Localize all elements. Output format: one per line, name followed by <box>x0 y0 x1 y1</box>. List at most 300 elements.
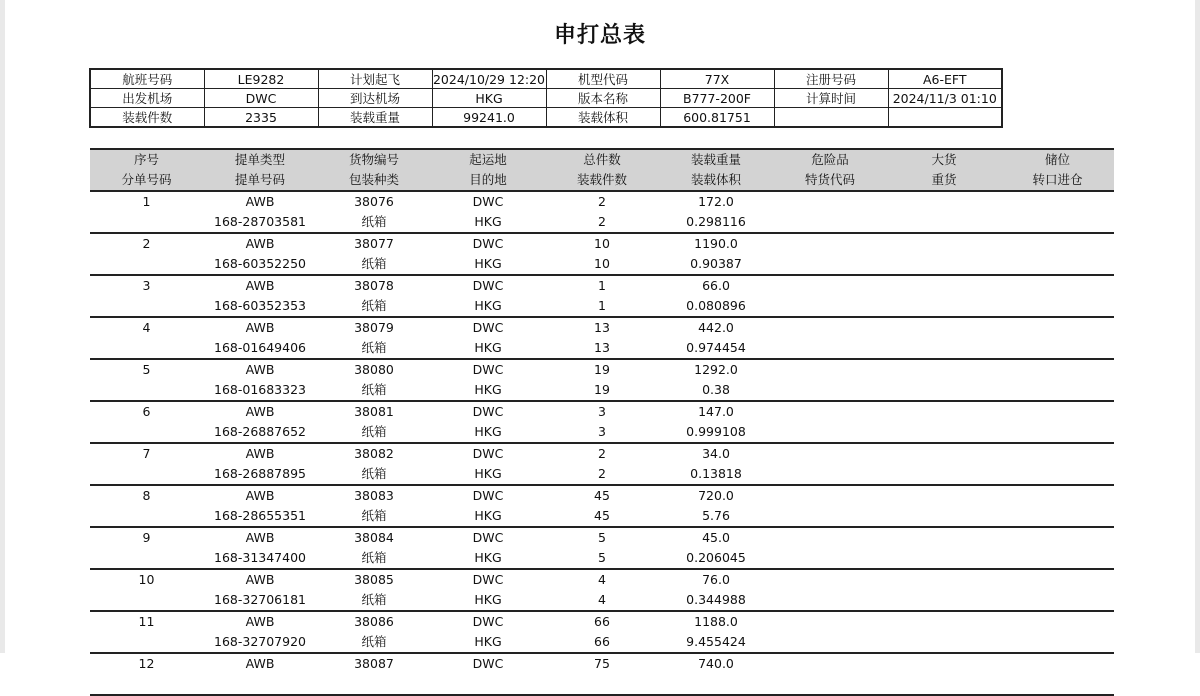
cell-empty <box>773 254 887 274</box>
cell-weight: 1190.0 <box>694 236 738 251</box>
cell-empty <box>1001 444 1114 464</box>
cell-volume: 0.206045 <box>686 550 746 565</box>
info-value: LE9282 <box>204 69 318 89</box>
cell-empty <box>773 464 887 484</box>
cell-cargo-no: 38084 <box>354 530 394 545</box>
info-label: 到达机场 <box>318 89 432 108</box>
cell-pack: 纸箱 <box>361 340 387 355</box>
cell-awb: 168-31347400 <box>214 550 306 565</box>
table-row <box>90 612 1114 654</box>
cell-volume: 0.974454 <box>686 340 746 355</box>
cell-seq: 8 <box>142 488 151 503</box>
cell-seq: 12 <box>138 656 155 671</box>
cell-empty <box>887 486 1001 506</box>
cell-empty <box>773 528 887 548</box>
table-row <box>90 570 1114 612</box>
row-line <box>90 318 1114 338</box>
cell-cargo-no: 38079 <box>354 320 394 335</box>
page-right-margin <box>1195 0 1200 653</box>
cell-empty <box>887 654 1001 674</box>
cell-empty <box>887 674 1001 694</box>
cell-empty <box>90 338 203 358</box>
cell-empty <box>887 192 1001 212</box>
cell-cargo-no: 38086 <box>354 614 394 629</box>
cell-load-pcs: 1 <box>598 298 606 313</box>
info-value: A6-EFT <box>888 69 1002 89</box>
cell-empty <box>887 590 1001 610</box>
cell-cargo-no: 38083 <box>354 488 394 503</box>
cell-origin: DWC <box>472 236 504 251</box>
cell-weight: 172.0 <box>698 194 734 209</box>
cell-empty <box>887 570 1001 590</box>
info-label: 出发机场 <box>90 89 204 108</box>
cell-type: AWB <box>245 656 275 671</box>
cell-empty <box>1001 528 1114 548</box>
cell-empty <box>773 234 887 254</box>
cell-empty <box>1001 234 1114 254</box>
cell-origin: DWC <box>472 278 504 293</box>
cell-pack: 纸箱 <box>361 466 387 481</box>
cell-empty <box>1001 360 1114 380</box>
cell-empty <box>90 464 203 484</box>
cell-origin: DWC <box>472 530 504 545</box>
flight-info-table <box>89 68 1003 128</box>
cell-empty <box>887 506 1001 526</box>
cell-empty <box>887 296 1001 316</box>
cell-load-pcs: 13 <box>594 340 610 355</box>
column-header: 装载体积 <box>690 172 741 187</box>
cell-origin: DWC <box>472 572 504 587</box>
cell-cargo-no: 38081 <box>354 404 394 419</box>
cell-weight: 45.0 <box>702 530 730 545</box>
cell-awb: 168-01649406 <box>214 340 306 355</box>
cargo-table-header <box>90 148 1114 192</box>
info-value: 77X <box>660 69 774 89</box>
cell-empty <box>773 276 887 296</box>
cell-empty <box>1001 380 1114 400</box>
cell-cargo-no: 38077 <box>354 236 394 251</box>
table-row <box>90 444 1114 486</box>
cell-empty <box>773 338 887 358</box>
column-header: 储位 <box>1044 152 1070 167</box>
page-left-margin <box>0 0 5 653</box>
cell-empty <box>90 422 203 442</box>
info-label: 装载重量 <box>318 108 432 128</box>
cell-empty <box>887 318 1001 338</box>
cell-volume <box>659 674 773 694</box>
cell-empty <box>1001 486 1114 506</box>
row-line <box>90 444 1114 464</box>
cell-pack: 纸箱 <box>361 508 387 523</box>
column-header: 装载重量 <box>690 152 741 167</box>
cell-cargo-no: 38080 <box>354 362 394 377</box>
cell-origin: DWC <box>472 446 504 461</box>
cell-weight: 147.0 <box>698 404 734 419</box>
cell-total-pcs: 10 <box>594 236 610 251</box>
row-line <box>90 234 1114 254</box>
info-label: 注册号码 <box>774 69 888 89</box>
header-line-1 <box>90 150 1114 170</box>
cell-empty <box>90 632 203 652</box>
cell-type: AWB <box>245 614 275 629</box>
cell-cargo-no: 38085 <box>354 572 394 587</box>
info-label: 计划起飞 <box>318 69 432 89</box>
cell-volume: 0.999108 <box>686 424 746 439</box>
cell-empty <box>887 212 1001 232</box>
column-header: 目的地 <box>469 172 507 187</box>
info-value: HKG <box>432 89 546 108</box>
row-line <box>90 276 1114 296</box>
cell-type: AWB <box>245 404 275 419</box>
cell-load-pcs: 2 <box>598 214 606 229</box>
column-header: 提单类型 <box>234 152 285 167</box>
column-header: 分单号码 <box>121 172 172 187</box>
cell-empty <box>1001 464 1114 484</box>
cell-origin: DWC <box>472 404 504 419</box>
cell-cargo-no: 38082 <box>354 446 394 461</box>
cell-type: AWB <box>245 530 275 545</box>
info-value: 2335 <box>204 108 318 128</box>
cell-weight: 442.0 <box>698 320 734 335</box>
cell-dest: HKG <box>474 340 502 355</box>
row-line <box>90 570 1114 590</box>
cell-total-pcs: 1 <box>598 278 606 293</box>
cell-seq: 7 <box>142 446 151 461</box>
cell-weight: 34.0 <box>702 446 730 461</box>
cell-empty <box>1001 212 1114 232</box>
cell-volume: 0.298116 <box>686 214 746 229</box>
table-row <box>90 528 1114 570</box>
info-label <box>774 108 888 128</box>
cell-type: AWB <box>245 194 275 209</box>
row-line <box>90 212 1114 232</box>
cell-total-pcs: 2 <box>598 446 606 461</box>
cell-empty <box>887 276 1001 296</box>
cell-empty <box>1001 506 1114 526</box>
row-line <box>90 296 1114 316</box>
cell-type: AWB <box>245 446 275 461</box>
cell-empty <box>887 528 1001 548</box>
table-row <box>90 360 1114 402</box>
cell-empty <box>773 612 887 632</box>
column-header: 重货 <box>931 172 957 187</box>
row-line <box>90 612 1114 632</box>
row-line <box>90 380 1114 400</box>
cell-weight: 1292.0 <box>694 362 738 377</box>
document-title: 申打总表 <box>553 23 646 48</box>
cell-volume: 5.76 <box>702 508 730 523</box>
cell-empty <box>773 506 887 526</box>
table-row <box>90 276 1114 318</box>
cell-empty <box>773 422 887 442</box>
cell-load-pcs: 2 <box>598 466 606 481</box>
cell-dest: HKG <box>474 298 502 313</box>
cell-seq: 3 <box>142 278 151 293</box>
cell-total-pcs: 3 <box>598 404 606 419</box>
cell-empty <box>1001 338 1114 358</box>
cell-empty <box>90 674 203 694</box>
cell-origin: DWC <box>472 362 504 377</box>
cell-origin: DWC <box>472 614 504 629</box>
cell-load-pcs <box>545 674 659 694</box>
cell-dest: HKG <box>474 634 502 649</box>
cell-dest: HKG <box>474 214 502 229</box>
info-row <box>90 108 1002 128</box>
row-line <box>90 360 1114 380</box>
info-label: 计算时间 <box>774 89 888 108</box>
cell-seq: 1 <box>142 194 151 209</box>
cell-seq: 2 <box>142 236 151 251</box>
cell-pack: 纸箱 <box>361 256 387 271</box>
table-row <box>90 192 1114 234</box>
cell-type: AWB <box>245 488 275 503</box>
cell-empty <box>773 444 887 464</box>
cell-origin: DWC <box>472 656 504 671</box>
cell-empty <box>1001 192 1114 212</box>
cell-seq: 6 <box>142 404 151 419</box>
cell-empty <box>1001 674 1114 694</box>
cell-empty <box>887 632 1001 652</box>
cell-pack: 纸箱 <box>361 634 387 649</box>
cell-load-pcs: 3 <box>598 424 606 439</box>
cell-pack: 纸箱 <box>361 214 387 229</box>
cell-empty <box>90 590 203 610</box>
table-row <box>90 318 1114 360</box>
cell-empty <box>90 380 203 400</box>
cell-type: AWB <box>245 320 275 335</box>
cell-empty <box>773 380 887 400</box>
cell-empty <box>887 464 1001 484</box>
header-line-2 <box>90 170 1114 190</box>
cell-dest: HKG <box>474 508 502 523</box>
cell-seq: 9 <box>142 530 151 545</box>
cell-dest: HKG <box>474 466 502 481</box>
row-line <box>90 192 1114 212</box>
cell-total-pcs: 5 <box>598 530 606 545</box>
row-line <box>90 402 1114 422</box>
column-header: 特货代码 <box>804 172 855 187</box>
cell-empty <box>887 402 1001 422</box>
cell-type: AWB <box>245 362 275 377</box>
cell-empty <box>773 318 887 338</box>
info-value: DWC <box>204 89 318 108</box>
cell-weight: 720.0 <box>698 488 734 503</box>
table-row <box>90 402 1114 444</box>
row-line <box>90 528 1114 548</box>
cell-awb <box>203 674 317 694</box>
info-label: 机型代码 <box>546 69 660 89</box>
cell-type: AWB <box>245 572 275 587</box>
info-label: 航班号码 <box>90 69 204 89</box>
cell-load-pcs: 4 <box>598 592 606 607</box>
cell-dest: HKG <box>474 256 502 271</box>
cell-weight: 1188.0 <box>694 614 738 629</box>
cell-dest <box>431 674 545 694</box>
cell-load-pcs: 66 <box>594 634 610 649</box>
cell-empty <box>773 192 887 212</box>
cell-pack: 纸箱 <box>361 550 387 565</box>
info-row <box>90 89 1002 108</box>
cell-volume: 0.13818 <box>690 466 742 481</box>
column-header: 总件数 <box>583 152 621 167</box>
cell-empty <box>90 506 203 526</box>
cell-origin: DWC <box>472 194 504 209</box>
cell-empty <box>1001 276 1114 296</box>
row-line <box>90 548 1114 568</box>
cell-empty <box>90 212 203 232</box>
cell-seq: 5 <box>142 362 151 377</box>
cell-empty <box>1001 612 1114 632</box>
cell-total-pcs: 13 <box>594 320 610 335</box>
cell-type: AWB <box>245 236 275 251</box>
cell-load-pcs: 5 <box>598 550 606 565</box>
info-value: 600.81751 <box>660 108 774 128</box>
info-value: B777-200F <box>660 89 774 108</box>
cell-origin: DWC <box>472 488 504 503</box>
row-line <box>90 506 1114 526</box>
cell-empty <box>90 296 203 316</box>
column-header: 大货 <box>931 152 957 167</box>
cell-seq: 4 <box>142 320 151 335</box>
column-header: 序号 <box>133 152 159 167</box>
cell-empty <box>773 212 887 232</box>
cell-seq: 11 <box>138 614 155 629</box>
cell-type: AWB <box>245 278 275 293</box>
cell-empty <box>887 254 1001 274</box>
cell-weight: 76.0 <box>702 572 730 587</box>
cell-empty <box>887 338 1001 358</box>
cell-total-pcs: 2 <box>598 194 606 209</box>
info-row <box>90 69 1002 89</box>
cell-total-pcs: 19 <box>594 362 610 377</box>
row-line <box>90 590 1114 610</box>
cell-pack: 纸箱 <box>361 298 387 313</box>
cell-seq: 10 <box>138 572 155 587</box>
cell-weight: 740.0 <box>698 656 734 671</box>
cell-empty <box>1001 318 1114 338</box>
cell-empty <box>887 612 1001 632</box>
info-value: 2024/11/3 01:10 <box>888 89 1002 108</box>
cell-dest: HKG <box>474 424 502 439</box>
column-header: 装载件数 <box>576 172 627 187</box>
info-value: 99241.0 <box>432 108 546 128</box>
cell-awb: 168-32706181 <box>214 592 306 607</box>
cell-awb: 168-60352353 <box>214 298 306 313</box>
table-row <box>90 234 1114 276</box>
cell-load-pcs: 19 <box>594 382 610 397</box>
column-header: 包装种类 <box>348 172 399 187</box>
cell-total-pcs: 66 <box>594 614 610 629</box>
cell-awb: 168-01683323 <box>214 382 306 397</box>
info-label: 装载件数 <box>90 108 204 128</box>
cell-empty <box>773 296 887 316</box>
cell-empty <box>1001 422 1114 442</box>
cell-volume: 0.344988 <box>686 592 746 607</box>
cell-empty <box>887 234 1001 254</box>
row-line <box>90 632 1114 652</box>
cell-pack: 纸箱 <box>361 592 387 607</box>
cell-empty <box>887 360 1001 380</box>
column-header: 转口进仓 <box>1032 172 1083 187</box>
cell-empty <box>1001 402 1114 422</box>
column-header: 提单号码 <box>234 172 285 187</box>
cell-awb: 168-60352250 <box>214 256 306 271</box>
cell-empty <box>1001 296 1114 316</box>
cell-cargo-no: 38076 <box>354 194 394 209</box>
cell-empty <box>773 570 887 590</box>
cell-weight: 66.0 <box>702 278 730 293</box>
cell-awb: 168-28703581 <box>214 214 306 229</box>
cell-volume: 0.90387 <box>690 256 742 271</box>
cell-awb: 168-28655351 <box>214 508 306 523</box>
cell-empty <box>1001 632 1114 652</box>
cargo-table <box>90 148 1114 696</box>
cell-pack: 纸箱 <box>361 424 387 439</box>
row-line <box>90 338 1114 358</box>
column-header: 危险品 <box>811 152 849 167</box>
cell-cargo-no: 38087 <box>354 656 394 671</box>
cell-dest: HKG <box>474 382 502 397</box>
cell-load-pcs: 45 <box>594 508 610 523</box>
row-line <box>90 422 1114 442</box>
row-line <box>90 674 1114 694</box>
cell-empty <box>1001 254 1114 274</box>
cell-pack: 纸箱 <box>361 382 387 397</box>
cell-empty <box>773 590 887 610</box>
cell-empty <box>773 632 887 652</box>
cell-dest: HKG <box>474 592 502 607</box>
cell-empty <box>90 254 203 274</box>
cell-empty <box>887 548 1001 568</box>
cell-total-pcs: 45 <box>594 488 610 503</box>
cell-cargo-no: 38078 <box>354 278 394 293</box>
cell-empty <box>773 360 887 380</box>
table-row <box>90 654 1114 696</box>
row-line <box>90 486 1114 506</box>
cell-empty <box>1001 570 1114 590</box>
info-label: 版本名称 <box>546 89 660 108</box>
cell-empty <box>773 674 887 694</box>
info-value <box>888 108 1002 128</box>
cell-awb: 168-26887652 <box>214 424 306 439</box>
cell-awb: 168-26887895 <box>214 466 306 481</box>
cell-empty <box>773 548 887 568</box>
cell-empty <box>90 548 203 568</box>
cell-total-pcs: 4 <box>598 572 606 587</box>
cell-empty <box>887 380 1001 400</box>
cell-empty <box>887 422 1001 442</box>
column-header: 货物编号 <box>348 152 399 167</box>
cargo-records <box>90 192 1114 696</box>
cell-origin: DWC <box>472 320 504 335</box>
cell-volume: 9.455424 <box>686 634 746 649</box>
cell-pack <box>317 674 431 694</box>
info-label: 装载体积 <box>546 108 660 128</box>
cell-empty <box>887 444 1001 464</box>
row-line <box>90 464 1114 484</box>
cell-load-pcs: 10 <box>594 256 610 271</box>
cell-empty <box>1001 590 1114 610</box>
column-header: 起运地 <box>469 152 507 167</box>
row-line <box>90 254 1114 274</box>
cell-empty <box>773 402 887 422</box>
cell-awb: 168-32707920 <box>214 634 306 649</box>
row-line <box>90 654 1114 674</box>
table-row <box>90 486 1114 528</box>
cell-dest: HKG <box>474 550 502 565</box>
cell-total-pcs: 75 <box>594 656 610 671</box>
info-value: 2024/10/29 12:20 <box>432 69 546 89</box>
